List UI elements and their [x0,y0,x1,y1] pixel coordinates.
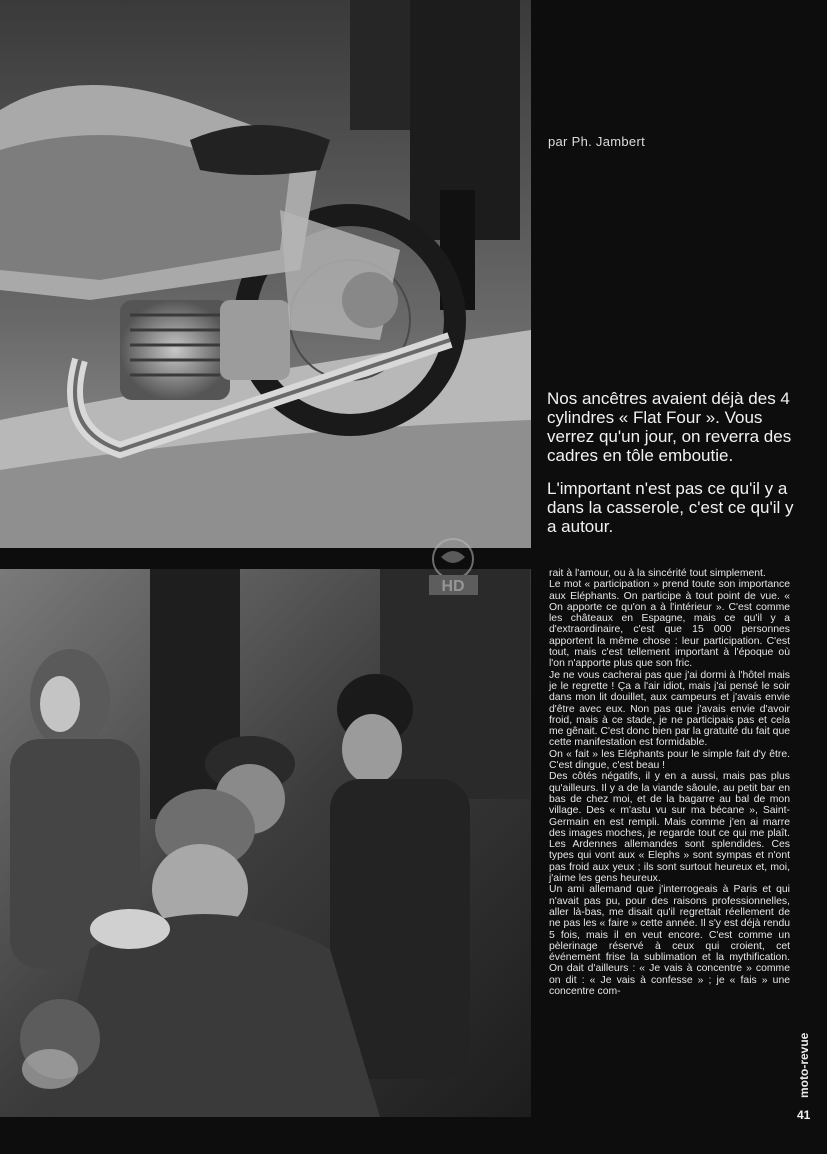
campers-photo [0,569,531,1117]
pull-quote-line: Nos ancêtres avaient déjà des 4 cylindres « Flat Four ». Vous verrez qu'un jour, on reverra des cadres en tôle emboutie. [547,389,792,465]
article-paragraph: rait à l'amour, ou à la sincérité tout simplement. [549,568,766,579]
pull-quote [547,389,802,550]
article-paragraph: Le mot « participation » prend toute son importance aux Eléphants. On participe à tout point de vue. « On apporte ce qu'on a à l'intérieur ». C'est comme les châteaux en Espagne, mais ce qu'il y a d'extraordinaire, c'est que 15 000 personnes apportent la même chose : leur participation. C'est tout, mais c'est tellement important à l'époque où l'on n'apporte plus que son fric. [549,579,790,670]
watermark-text: HD [441,578,465,595]
motorcycle-photo [0,0,531,548]
watermark-logo [421,535,486,597]
article-paragraph: On « fait » les Eléphants pour le simple fait d'y être. C'est dingue, c'est beau ! [549,748,790,772]
pull-quote-line: L'important n'est pas ce qu'il y a dans la casserole, c'est ce qu'il y a autour. [547,479,794,536]
article-column [549,568,790,997]
article-paragraph: Un ami allemand que j'interrogeais à Paris et qui n'avait pas pu, pour des raisons professionnelles, aller là-bas, me disait qu'il regrettait réellement de ne pas les « faire » cette année. Il s'y est déjà rendu 5 fois, mais il en veut encore. C'est comme un pèlerinage réservé à ceux qui croient, cet événement frise la sublimation et la mythification. On dait d'ailleurs : « Je vais à concentre » comme on dit : « Je vais à confesse » ; je « fais » une concentre com- [549,884,790,997]
page-number: 41 [797,1108,811,1122]
article-paragraph: Des côtés négatifs, il y en a aussi, mais pas plus qu'ailleurs. Il y a de la viande sâoule, au petit bar en bas de chez moi, et de la bagarre au bal de mon village. Des « m'astu vu sur ma bécane », Saint-Germain en est rempli. Mais comme j'en ai marre des images moches, je regarde tout ce qui me plaît. Les Ardennes allemandes sont splendides. Ces types qui vont aux « Elephs » sont sympas et n'ont pas froid aux yeux ; ils sont surtout heureux et, moi, j'aime les gens heureux. [549,771,790,885]
magazine-name: moto-revue [797,1032,811,1098]
article-paragraph: Je ne vous cacherai pas que j'ai dormi à l'hôtel mais je le regrette ! Ça a l'air idiot, mais j'ai pensé le soir dans mon lit douillet, aux campeurs et j'avais envie d'être avec eux. Non pas que j'avais envie d'avoir froid, mais à ce stade, je ne participais pas et cela me gênait. C'est donc bien par la gratuité du fait que cette manifestation est formidable. [549,669,790,749]
byline: par Ph. Jambert [548,134,645,149]
